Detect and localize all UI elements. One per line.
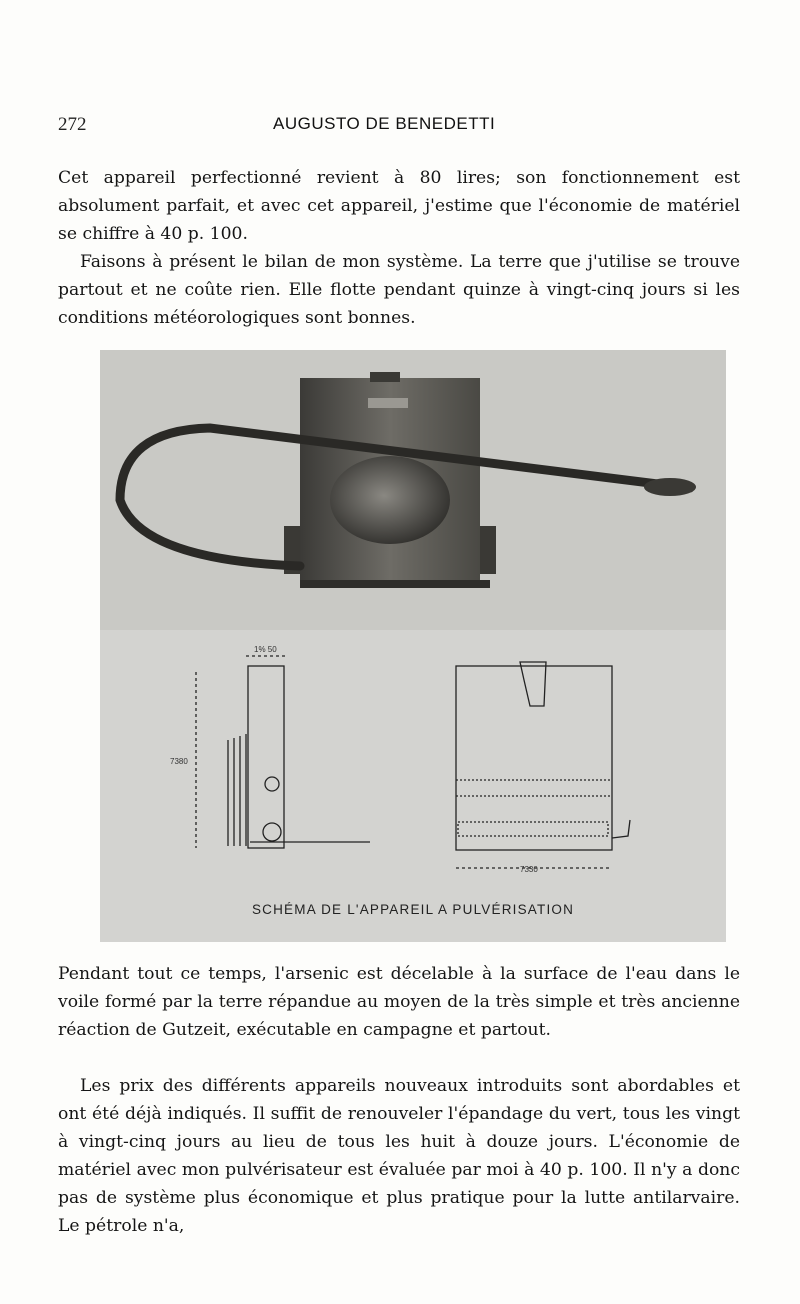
side-view-schematic	[196, 656, 370, 848]
running-title: AUGUSTO DE BENEDETTI	[273, 114, 496, 133]
spray-nozzle	[644, 478, 696, 496]
figure-caption: SCHÉMA DE L'APPAREIL A PULVÉRISATION	[251, 902, 575, 917]
tank-base	[300, 580, 490, 588]
pump-drum	[330, 456, 450, 544]
front-reservoir-band	[458, 822, 608, 836]
front-outlet-pipe	[612, 820, 630, 838]
side-valve	[265, 777, 279, 791]
figure-illustration	[100, 350, 726, 942]
front-filler-cap	[520, 662, 546, 706]
side-hose-coils	[228, 734, 246, 846]
dimension-top-label: 1% 50	[254, 645, 277, 654]
page-number: 272	[58, 114, 87, 135]
paragraph-4: Les prix des différents appareils nouveaux introduits sont abordables et ont été déjà indiqués. Il suffit de renouveler l'épandage du vert, tous les vingt à vingt-cinq jours au lieu de tous les huit à douze jours. L'économie de matériel avec mon pulvérisateur est évaluée par moi à 40 p. 100. Il n'y a donc pas de système plus économique et plus pratique pour la lutte antilarvaire. Le pétrole n'a,	[58, 1076, 740, 1236]
dimension-height-label: 7380	[170, 757, 188, 766]
figure-sprayer	[100, 350, 726, 942]
page-header	[58, 114, 738, 138]
side-pump-wheel	[263, 823, 281, 841]
front-view-schematic	[456, 662, 630, 868]
paragraph-2: Faisons à présent le bilan de mon système. La terre que j'utilise se trouve partout et ne coûte rien. Elle flotte pendant quinze à vingt-cinq jours si les conditions météorologiques sont bonnes.	[58, 252, 740, 328]
right-handle	[480, 526, 496, 574]
paragraph-1: Cet appareil perfectionné revient à 80 lires; son fonctionnement est absolument parfait, et avec cet appareil, j'estime que l'économie de matériel se chiffre à 40 p. 100.	[58, 168, 740, 244]
tank-label-plate	[368, 398, 408, 408]
dimension-width-label: 7330	[520, 865, 538, 874]
tank-cap	[370, 372, 400, 382]
paragraph-3: Pendant tout ce temps, l'arsenic est décelable à la surface de l'eau dans le voile formé par la terre répandue au moyen de la très simple et très ancienne réaction de Gutzeit, exécutable en campagne et partout.	[58, 964, 740, 1040]
side-tank-outline	[248, 666, 284, 848]
